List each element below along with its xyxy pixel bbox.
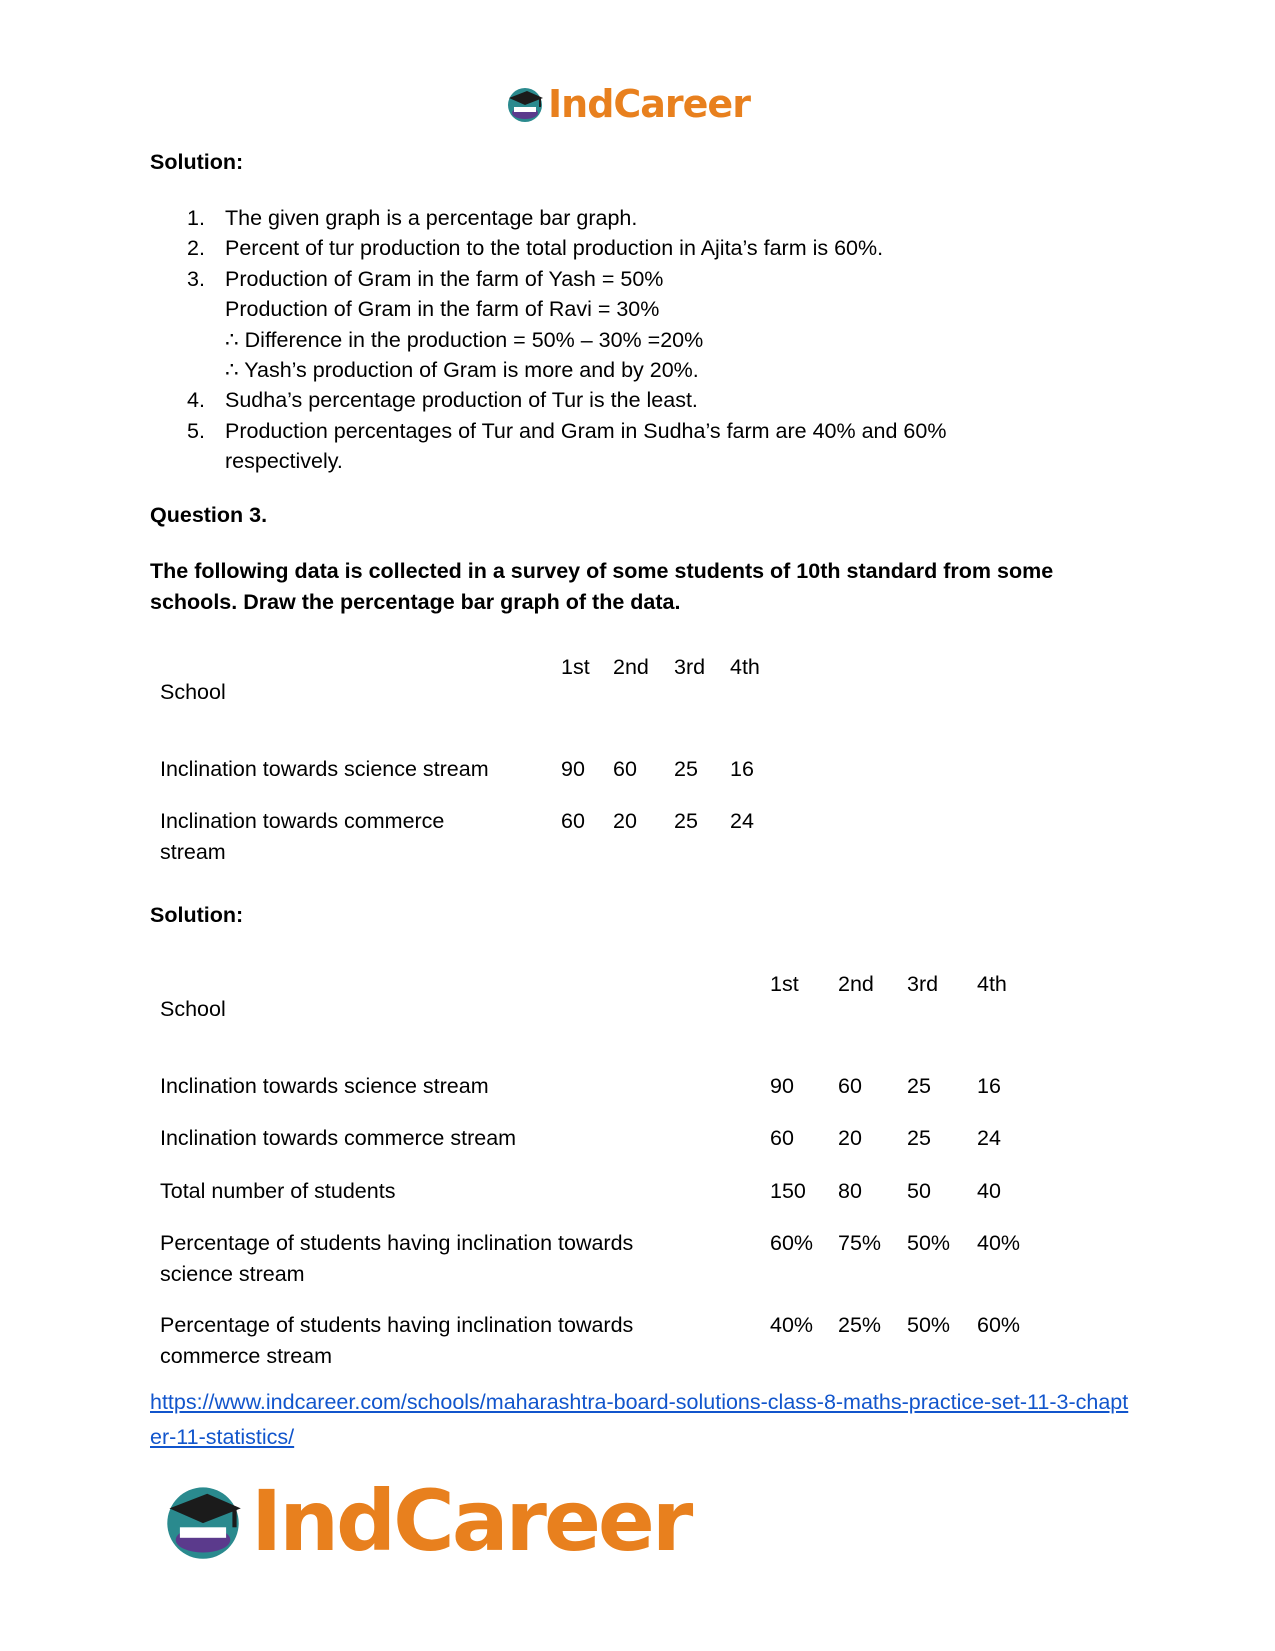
table-cell: 50 <box>907 1179 931 1203</box>
list-item <box>187 416 1085 477</box>
table-cell: 50% <box>907 1313 951 1337</box>
logo-text: IndCareer <box>548 82 750 126</box>
list-line: ∴ Yash’s production of Gram is more and by 20%. <box>225 358 699 383</box>
table-cell: 75% <box>838 1231 882 1255</box>
list-item <box>187 233 1085 263</box>
question-heading: Question 3. <box>150 503 268 527</box>
table-cell: 60% <box>977 1313 1021 1337</box>
table-row-label: Percentage of students having inclination towards commerce stream <box>160 1313 634 1368</box>
table-cell: 20 <box>613 809 637 833</box>
table-cell: 60 <box>770 1126 794 1150</box>
list-item <box>187 264 1085 386</box>
solution-heading: Solution: <box>150 150 244 174</box>
solution-list <box>150 203 1085 477</box>
table-cell: 40% <box>977 1231 1021 1255</box>
table-row-label: Total number of students <box>160 1179 396 1203</box>
list-number: 4. <box>187 388 205 413</box>
solution-heading-2: Solution: <box>150 903 244 927</box>
table-column-header: 4th <box>730 655 760 679</box>
list-line: respectively. <box>225 449 343 474</box>
list-line: Production of Gram in the farm of Ravi = 30% <box>225 297 660 322</box>
table-column-header: 1st <box>770 972 799 996</box>
table-cell: 90 <box>561 757 585 781</box>
list-line: The given graph is a percentage bar graph. <box>225 206 638 230</box>
table-row-label: Percentage of students having inclination towards science stream <box>160 1231 634 1286</box>
table-cell: 24 <box>977 1126 1001 1150</box>
list-line: Sudha’s percentage production of Tur is the least. <box>225 388 698 413</box>
logo-text: IndCareer <box>251 1472 691 1570</box>
list-line: Production of Gram in the farm of Yash = 50% <box>225 266 664 291</box>
table-cell: 50% <box>907 1231 951 1255</box>
indcareer-logo-top <box>505 82 750 126</box>
list-number: 5. <box>187 418 205 443</box>
table-cell: 25 <box>674 809 698 833</box>
table-cell: 25 <box>907 1126 931 1150</box>
table-cell: 25 <box>674 757 698 781</box>
table-header-label: School <box>160 680 226 704</box>
list-item <box>187 203 1085 233</box>
question-text: The following data is collected in a survey of some students of 10th standard from some schools. Draw the percentage bar graph of the data. <box>150 559 1054 614</box>
list-line: ∴ Difference in the production = 50% – 30% =20% <box>225 327 704 352</box>
table-cell: 40 <box>977 1179 1001 1203</box>
table-cell: 60% <box>770 1231 814 1255</box>
list-number: 3. <box>187 266 205 291</box>
graduation-cap-globe-icon <box>505 84 545 124</box>
list-line: Percent of tur production to the total production in Ajita’s farm is 60%. <box>225 236 884 261</box>
list-item <box>187 385 1085 415</box>
list-line: Production percentages of Tur and Gram in Sudha’s farm are 40% and 60% <box>225 418 947 443</box>
table-column-header: 2nd <box>838 972 874 996</box>
table-row-label: Inclination towards science stream <box>160 1074 489 1098</box>
table-cell: 90 <box>770 1074 794 1098</box>
table-cell: 25% <box>838 1313 882 1337</box>
table-column-header: 2nd <box>613 655 649 679</box>
table-row-label: Inclination towards commerce stream <box>160 809 445 864</box>
table-cell: 60 <box>561 809 585 833</box>
table-column-header: 1st <box>561 655 590 679</box>
table-cell: 25 <box>907 1074 931 1098</box>
table-cell: 20 <box>838 1126 862 1150</box>
table-cell: 40% <box>770 1313 814 1337</box>
table-column-header: 3rd <box>907 972 939 996</box>
table-cell: 16 <box>730 757 754 781</box>
table-column-header: 4th <box>977 972 1007 996</box>
table-cell: 60 <box>613 757 637 781</box>
table-cell: 80 <box>838 1179 862 1203</box>
list-number: 2. <box>187 236 205 261</box>
table-cell: 150 <box>770 1179 806 1203</box>
table-header-label: School <box>160 997 226 1021</box>
table-cell: 60 <box>838 1074 862 1098</box>
table-column-header: 3rd <box>674 655 706 679</box>
table-cell: 16 <box>977 1074 1001 1098</box>
list-number: 1. <box>187 206 205 230</box>
indcareer-logo-bottom <box>161 1472 690 1570</box>
table-row-label: Inclination towards science stream <box>160 757 489 781</box>
source-link[interactable]: https://www.indcareer.com/schools/maharashtra-board-solutions-class-8-maths-practice-set-11-3-chapter-11-statistics/ <box>150 1390 1129 1449</box>
table-cell: 24 <box>730 809 754 833</box>
table-row-label: Inclination towards commerce stream <box>160 1126 517 1150</box>
graduation-cap-globe-icon <box>161 1479 245 1563</box>
